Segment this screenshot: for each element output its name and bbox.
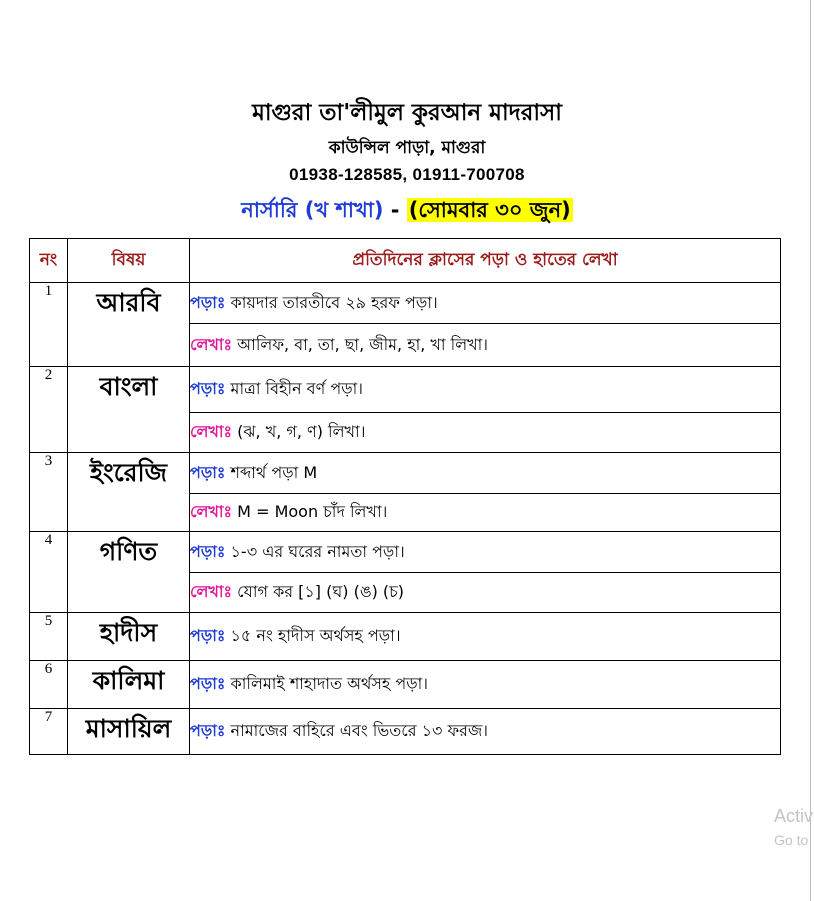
- read-text: মাত্রা বিহীন বর্ণ পড়া।: [225, 379, 363, 398]
- phone-numbers: 01938-128585, 01911-700708: [289, 165, 525, 184]
- row-number: 4: [30, 532, 68, 613]
- read-task: [190, 283, 781, 324]
- write-text: আলিফ, বা, তা, ছা, জীম, হা, খা লিখা।: [232, 334, 489, 354]
- write-task: [190, 413, 781, 453]
- read-task: [190, 367, 781, 413]
- row-subject: ইংরেজি: [68, 453, 190, 532]
- routine-table: [29, 238, 781, 755]
- row-number: 2: [30, 367, 68, 453]
- write-label: লেখাঃ: [190, 422, 233, 441]
- class-day-line: [0, 194, 814, 229]
- write-text: যোগ কর [১] (ঘ) (ঙ) (চ): [232, 582, 405, 601]
- read-text: ১৫ নং হাদীস অর্থসহ পড়া।: [225, 626, 401, 645]
- write-text: M = Moon চাঁদ লিখা।: [232, 502, 388, 521]
- row-number: 3: [30, 453, 68, 532]
- read-task: [190, 453, 781, 494]
- read-task: [190, 613, 781, 661]
- read-text: নামাজের বাহিরে এবং ভিতরে ১৩ ফরজ।: [225, 721, 489, 740]
- write-task: [190, 573, 781, 613]
- write-label: লেখাঃ: [190, 502, 233, 521]
- table-row: [30, 613, 781, 661]
- read-task: [190, 661, 781, 709]
- class-name: নার্সারি (খ শাখা): [241, 198, 384, 222]
- read-text: কায়দার তারতীবে ২৯ হরফ পড়া।: [225, 292, 438, 312]
- row-subject: বাংলা: [68, 367, 190, 453]
- header-number: নং: [30, 239, 68, 283]
- header-subject: বিষয়: [68, 239, 190, 283]
- row-subject: আরবি: [68, 283, 190, 367]
- read-label: পড়াঃ: [190, 626, 226, 645]
- madrasa-address: কাউন্সিল পাড়া, মাগুরা: [328, 138, 486, 158]
- table-row: [30, 367, 781, 413]
- table-row: [30, 709, 781, 755]
- row-subject: মাসায়িল: [68, 709, 190, 755]
- write-text: (ঝ, খ, গ, ণ) লিখা।: [232, 422, 366, 441]
- write-label: লেখাঃ: [190, 582, 233, 601]
- read-label: পড়াঃ: [190, 379, 226, 398]
- table-row: [30, 283, 781, 324]
- row-subject: কালিমা: [68, 661, 190, 709]
- read-task: [190, 532, 781, 573]
- read-text: কালিমাই শাহাদাত অর্থসহ পড়া।: [225, 674, 429, 693]
- table-row: [30, 661, 781, 709]
- read-text: ১-৩ এর ঘরের নামতা পড়া।: [225, 541, 405, 561]
- read-task: [190, 709, 781, 755]
- row-number: 7: [30, 709, 68, 755]
- activation-watermark: Activ: [774, 806, 814, 826]
- write-task: [190, 494, 781, 532]
- read-label: পড়াঃ: [190, 674, 226, 693]
- read-label: পড়াঃ: [190, 292, 226, 312]
- write-label: লেখাঃ: [190, 334, 233, 354]
- read-text: শব্দার্থ পড়া M: [225, 462, 318, 482]
- row-subject: গণিত: [68, 532, 190, 613]
- table-row: [30, 453, 781, 494]
- day-highlight: (সোমবার ৩০ জুন): [408, 198, 571, 222]
- read-label: পড়াঃ: [190, 541, 226, 561]
- write-task: [190, 324, 781, 367]
- read-label: পড়াঃ: [190, 721, 226, 740]
- header-task: প্রতিদিনের ক্লাসের পড়া ও হাতের লেখা: [190, 239, 781, 283]
- table-header-row: [30, 239, 781, 283]
- table-row: [30, 532, 781, 573]
- row-subject: হাদীস: [68, 613, 190, 661]
- row-number: 6: [30, 661, 68, 709]
- activation-watermark-sub: Go to: [774, 832, 809, 848]
- read-label: পড়াঃ: [190, 462, 226, 482]
- madrasa-title: মাগুরা তা'লীমুল কুরআন মাদরাসা: [252, 100, 562, 126]
- row-number: 5: [30, 613, 68, 661]
- row-number: 1: [30, 283, 68, 367]
- separator: -: [383, 198, 407, 222]
